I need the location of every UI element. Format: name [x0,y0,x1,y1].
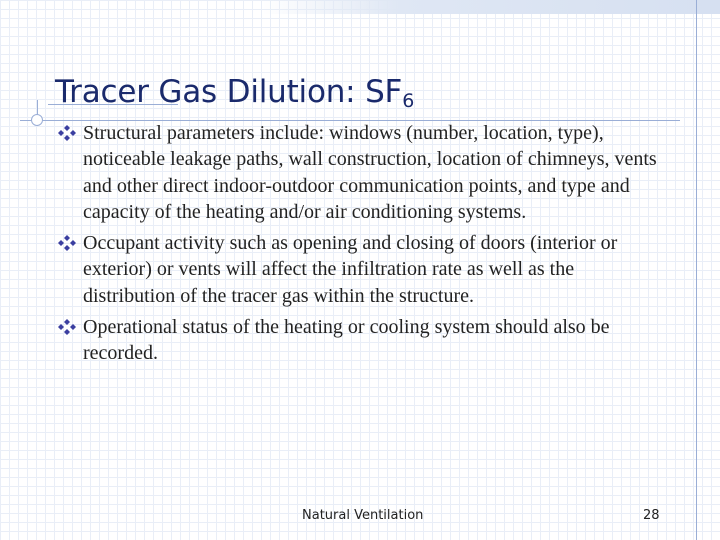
right-margin-rule [696,0,697,540]
diamond-cluster-icon [58,235,76,251]
diamond-cluster-icon [58,125,76,141]
page-number: 28 [643,508,660,523]
slide-title-subscript: 6 [402,90,415,112]
footer-title: Natural Ventilation [302,508,424,523]
bullet-text: Operational status of the heating or cooling system should also be recorded. [83,316,610,365]
slide-title-text: Tracer Gas Dilution: SF [55,74,403,110]
slide-title [55,74,414,113]
bullet-text: Structural parameters include: windows (number, location, type), noticeable leakage paths, wall construction, location of chimneys, vents and other direct indoor-outdoor communication points, and type and capacity of the heating and/or air conditioning systems. [83,122,657,223]
diamond-cluster-icon [58,319,76,335]
bullet-item [58,314,658,367]
crosshair-circle-icon [31,114,43,126]
header-decor-band [262,0,720,14]
bullet-text: Occupant activity such as opening and closing of doors (interior or exterior) or vents will affect the infiltration rate as well as the distribution of the tracer gas within the structure. [83,232,618,307]
bullet-list [58,120,658,372]
bullet-item [58,120,658,225]
bullet-item [58,230,658,309]
